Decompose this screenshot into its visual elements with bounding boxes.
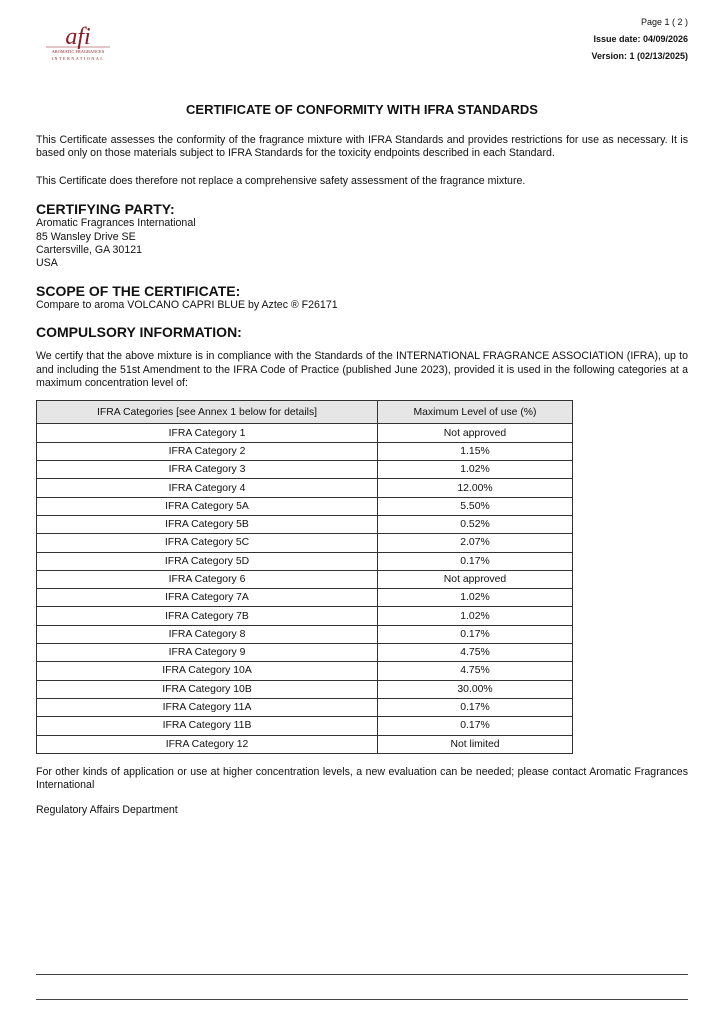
intro-paragraph-2: This Certificate does therefore not replace a comprehensive safety assessment of the fragrance mixture. (36, 174, 526, 187)
level-cell: Not approved (378, 424, 573, 442)
level-cell: 1.02% (378, 589, 573, 607)
table-row (37, 644, 573, 662)
category-cell: IFRA Category 3 (37, 461, 378, 479)
level-cell: 1.02% (378, 607, 573, 625)
level-cell: 0.17% (378, 717, 573, 735)
level-cell: 1.02% (378, 461, 573, 479)
issue-date: Issue date: 04/09/2026 (593, 34, 688, 44)
level-cell: 0.17% (378, 625, 573, 643)
category-cell: IFRA Category 7B (37, 607, 378, 625)
category-cell: IFRA Category 5B (37, 515, 378, 533)
category-cell: IFRA Category 11A (37, 698, 378, 716)
category-cell: IFRA Category 8 (37, 625, 378, 643)
column-header-category: IFRA Categories [see Annex 1 below for details] (37, 401, 378, 424)
address-line: USA (36, 257, 58, 270)
table-row (37, 479, 573, 497)
table-row (37, 552, 573, 570)
category-cell: IFRA Category 7A (37, 589, 378, 607)
certifying-party-heading: CERTIFYING PARTY: (36, 201, 175, 218)
footer-divider-bottom (36, 999, 688, 1000)
ifra-categories-table (36, 400, 573, 753)
level-cell: 1.15% (378, 442, 573, 460)
document-body (36, 134, 688, 817)
category-cell: IFRA Category 5C (37, 534, 378, 552)
level-cell: 30.00% (378, 680, 573, 698)
table-row (37, 442, 573, 460)
table-header-row (37, 401, 573, 424)
company-logo (42, 22, 120, 64)
table-row (37, 698, 573, 716)
certifying-party-address (36, 217, 688, 271)
svg-text:afi: afi (65, 24, 91, 50)
afi-monogram (42, 22, 114, 52)
scope-heading: SCOPE OF THE CERTIFICATE: (36, 282, 241, 299)
address-line: Cartersville, GA 30121 (36, 244, 142, 257)
category-cell: IFRA Category 2 (37, 442, 378, 460)
column-header-max-level: Maximum Level of use (%) (378, 401, 573, 424)
category-cell: IFRA Category 10B (37, 680, 378, 698)
level-cell: 12.00% (378, 479, 573, 497)
logo-line2: INTERNATIONAL (51, 56, 105, 61)
document-title: CERTIFICATE OF CONFORMITY WITH IFRA STANDARDS (186, 102, 538, 117)
table-row (37, 497, 573, 515)
category-cell: IFRA Category 4 (37, 479, 378, 497)
level-cell: 0.17% (378, 552, 573, 570)
table-row (37, 515, 573, 533)
level-cell: 4.75% (378, 662, 573, 680)
table-row (37, 570, 573, 588)
level-cell: Not approved (378, 570, 573, 588)
table-row (37, 424, 573, 442)
scope-text: Compare to aroma VOLCANO CAPRI BLUE by Aztec ® F26171 (36, 298, 338, 311)
table-row (37, 534, 573, 552)
table-row (37, 680, 573, 698)
category-cell: IFRA Category 12 (37, 735, 378, 753)
compulsory-heading: COMPULSORY INFORMATION: (36, 324, 242, 341)
table-row (37, 461, 573, 479)
address-line: 85 Wansley Drive SE (36, 230, 136, 243)
version: Version: 1 (02/13/2025) (591, 51, 688, 61)
level-cell: 0.52% (378, 515, 573, 533)
category-cell: IFRA Category 1 (37, 424, 378, 442)
category-cell: IFRA Category 5A (37, 497, 378, 515)
department-signoff: Regulatory Affairs Department (36, 803, 178, 816)
page-number: Page 1 ( 2 ) (640, 17, 688, 27)
table-row (37, 607, 573, 625)
compulsory-text: We certify that the above mixture is in compliance with the Standards of the INTERNATIONAL FRAGRANCE ASSOCIATION (IFRA), up to and including the 51st Amendment to the IFRA Code of Practice (published June 2023), provided it is used in the following categories at a maximum concentration level of: (36, 350, 688, 390)
table-row (37, 662, 573, 680)
additional-evaluation-note: For other kinds of application or use at higher concentration levels, a new evaluation can be needed; please contact Aromatic Fragrances International (36, 765, 688, 792)
level-cell: 2.07% (378, 534, 573, 552)
table-row (37, 735, 573, 753)
intro-paragraph-1: This Certificate assesses the conformity of the fragrance mixture with IFRA Standards and provides restrictions for use as necessary. It is based only on those materials subject to IFRA Standards for the toxicity endpoints described in each Standard. (36, 134, 688, 160)
category-cell: IFRA Category 6 (37, 570, 378, 588)
footer-divider-top (36, 974, 688, 975)
logo-line1: AROMATIC FRAGRANCES (51, 49, 105, 54)
category-cell: IFRA Category 10A (37, 662, 378, 680)
category-cell: IFRA Category 5D (37, 552, 378, 570)
level-cell: 0.17% (378, 698, 573, 716)
category-cell: IFRA Category 9 (37, 644, 378, 662)
address-line: Aromatic Fragrances International (36, 217, 196, 230)
category-cell: IFRA Category 11B (37, 717, 378, 735)
level-cell: Not limited (378, 735, 573, 753)
table-row (37, 589, 573, 607)
level-cell: 5.50% (378, 497, 573, 515)
table-row (37, 717, 573, 735)
level-cell: 4.75% (378, 644, 573, 662)
document-meta (591, 14, 688, 65)
table-row (37, 625, 573, 643)
